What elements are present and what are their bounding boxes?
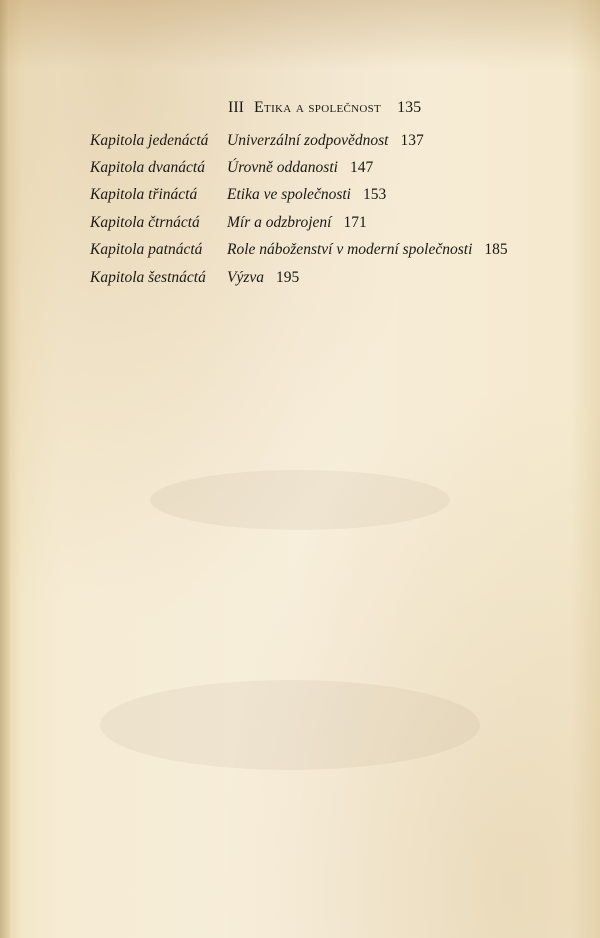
part-title: Etika a společnost bbox=[253, 99, 382, 116]
chapter-label: Kapitola patnáctá bbox=[90, 241, 203, 258]
chapter-entry bbox=[227, 159, 373, 177]
chapter-label: Kapitola jedenáctá bbox=[90, 132, 209, 149]
chapter-title: Role náboženství v moderní společnosti bbox=[227, 241, 473, 258]
chapter-entry bbox=[227, 186, 386, 204]
chapter-title: Úrovně oddanosti bbox=[227, 159, 338, 176]
chapter-label: Kapitola třináctá bbox=[90, 186, 198, 203]
chapter-title: Výzva bbox=[227, 269, 265, 286]
part-number: III bbox=[228, 99, 244, 116]
paper-scuff bbox=[100, 680, 480, 770]
chapter-entry bbox=[227, 241, 508, 259]
chapter-title: Etika ve společnosti bbox=[227, 186, 351, 203]
page-stain bbox=[0, 0, 600, 70]
chapter-entry bbox=[227, 214, 367, 232]
chapter-label: Kapitola dvanáctá bbox=[90, 159, 205, 176]
part-heading bbox=[228, 99, 421, 117]
chapter-label: Kapitola čtrnáctá bbox=[90, 214, 200, 231]
chapter-page-number: 195 bbox=[276, 269, 300, 286]
chapter-title: Univerzální zodpovědnost bbox=[227, 132, 389, 149]
chapter-page-number: 185 bbox=[484, 241, 508, 258]
part-page-number: 135 bbox=[397, 99, 422, 116]
chapter-entry bbox=[227, 132, 424, 150]
paper-scuff bbox=[150, 470, 450, 530]
page-edge bbox=[0, 0, 10, 938]
chapter-page-number: 171 bbox=[343, 214, 367, 231]
chapter-entry bbox=[227, 269, 299, 287]
chapter-title: Mír a odzbrojení bbox=[227, 214, 332, 231]
chapter-label: Kapitola šestnáctá bbox=[90, 269, 206, 286]
chapter-page-number: 147 bbox=[349, 159, 374, 176]
chapter-page-number: 137 bbox=[400, 132, 424, 149]
chapter-page-number: 153 bbox=[362, 186, 387, 203]
